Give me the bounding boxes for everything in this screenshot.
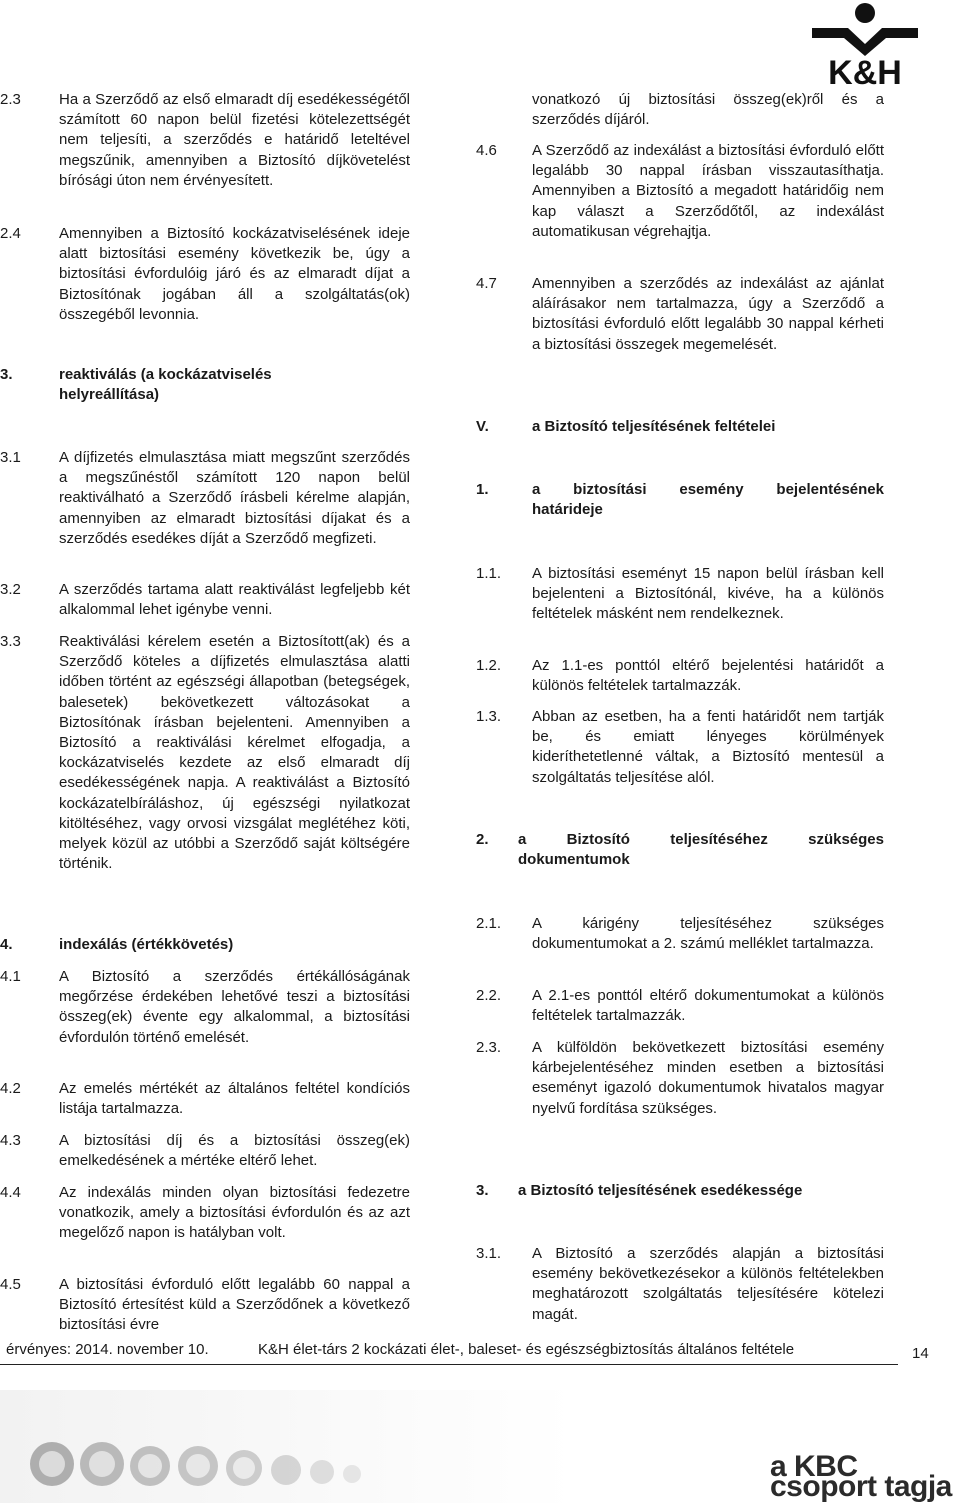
clause-number: 4.3 (0, 1132, 21, 1149)
clause-number: 2.2. (476, 987, 502, 1004)
clause-2-3 (476, 1038, 884, 1119)
section-title (59, 365, 410, 405)
document-title: K&H élet-társ 2 kockázati élet-, baleset- és egészségbiztosítás általános feltétele (258, 1341, 795, 1358)
clause-3-2 (0, 580, 410, 620)
chapter-title: a Biztosító teljesítésének feltételei (532, 418, 776, 435)
section-title: indexálás (értékkövetés) (59, 936, 234, 953)
clause-text: Abban az esetben, ha a fenti határidőt nem tartják be, és emiatt lényeges körülmények kideríthetetlenné váltak, a Biztosító mentesül a szolgáltatás teljesítése alól. (532, 708, 884, 786)
clause-number: 4.1 (0, 968, 21, 985)
clause-text: Az indexálás minden olyan biztosítási fedezetre vonatkozik, amely a biztosítási évfordulón és az azt megelőző napon is hatályban volt. (59, 1184, 410, 1242)
section-title-line: a Biztosító teljesítéséhez szükséges (518, 831, 884, 848)
section-number: 1. (476, 481, 489, 498)
clause-number: 2.3. (476, 1039, 502, 1056)
kh-logo (808, 2, 922, 86)
clause-number: 4.6 (476, 142, 497, 159)
section-title-line: helyreállítása) (59, 386, 160, 404)
page-footer (0, 1340, 960, 1370)
clause-number: 2.1. (476, 915, 502, 932)
clause-number: 1.1. (476, 565, 502, 582)
clause-number: 3.3 (0, 633, 21, 650)
clause-text: A szerződés tartama alatt reaktiválást legfeljebb két alkalommal lehet igénybe venni. (59, 581, 410, 619)
clause-number: 3.2 (0, 581, 21, 598)
clause-text: Az emelés mértékét az általános feltétel kondíciós listája tartalmazza. (59, 1080, 410, 1118)
clause-number: 2.3 (0, 91, 21, 108)
validity-date: érvényes: 2014. november 10. (6, 1341, 209, 1358)
clause-text: A kárigény teljesítéséhez szükséges dokumentumokat a 2. számú melléklet tartalmazza. (532, 915, 884, 953)
clause-text: Amennyiben a Biztosító kockázatviselésének ideje alatt biztosítási esemény következik be, úgy a biztosítási évfordulóig járó és az elmaradt díjat a Biztosítónak jogában áll a szolgáltatás(ok) összegéből levonnia. (59, 225, 410, 323)
clause-3-1 (0, 448, 410, 549)
section-number: 3. (0, 366, 13, 383)
clause-2-3 (0, 90, 410, 191)
clause-4-4 (0, 1183, 410, 1244)
section-title: a Biztosító teljesítésének esedékessége (518, 1182, 803, 1199)
section-number: 3. (476, 1182, 489, 1199)
clause-2-2 (476, 986, 884, 1026)
section-number: 4. (0, 936, 13, 953)
clause-text: Az 1.1-es ponttól eltérő bejelentési határidőt a különös feltételek tartalmazzák. (532, 657, 884, 695)
clause-number: 1.2. (476, 657, 502, 674)
section-title-line: a biztosítási esemény bejelentésének (532, 481, 884, 498)
clause-text: vonatkozó új biztosítási összeg(ek)ről és a szerződés díjáról. (532, 91, 884, 129)
clause-number: 4.2 (0, 1080, 21, 1097)
section-heading-3-right (476, 1181, 884, 1201)
section-heading-2 (476, 830, 884, 870)
section-heading-3 (0, 365, 410, 405)
clause-4-6 (476, 141, 884, 242)
clause-2-4 (0, 224, 410, 325)
clause-text: A biztosítási díj és a biztosítási összeg(ek) emelkedésének a mértéke eltérő lehet. (59, 1132, 410, 1170)
section-heading-1 (476, 480, 884, 520)
clause-1-1 (476, 564, 884, 625)
clause-number: 4.5 (0, 1276, 21, 1293)
section-heading-4 (0, 935, 410, 955)
section-title-line: reaktiválás (a kockázatviselés (59, 366, 272, 383)
footer-divider (0, 1364, 898, 1365)
section-number: 2. (476, 831, 489, 848)
section-title-line: dokumentumok (518, 851, 630, 869)
clause-4-5 (0, 1275, 410, 1336)
clause-1-3 (476, 707, 884, 788)
clause-text: A Szerződő az indexálást a biztosítási évforduló előtt legalább 30 nappal írásban visszautasíthatja. Amennyiben a Biztosító a megadott határidőig nem kap választ a Szerződőtől, az indexálást automatikusan végrehajtja. (532, 142, 884, 240)
clause-text: A Biztosító a szerződés alapján a biztosítási esemény bekövetkezésekor a különös feltételekben meghatározott szolgáltatás teljesítésére kötelezi magát. (532, 1245, 884, 1323)
clause-continuation (476, 90, 884, 130)
clause-text: A 2.1-es ponttól eltérő dokumentumokat a különös feltételek tartalmazzák. (532, 987, 884, 1025)
clause-number: 4.4 (0, 1184, 21, 1201)
clause-number: 3.1 (0, 449, 21, 466)
clause-text: Reaktiválási kérelem esetén a Biztosított(ak) és a Szerződő köteles a díjfizetés elmulasztása alatti időben történt az egészségi állapotban (betegségek, balesetek) bekövetkezett változásokat a Biztosítónak írásban bejelenteni. Amennyiben a Biztosító a reaktiválási kérelmet elfogadja, a kockázatviselés kezdete az első elmaradt díj esedékességének napja. A reaktiválást a Biztosító kockázatelbíráláshoz, új egészségi nyilatkozat kitöltéséhez, vagy orvosi vizsgálat meglétéhez köti, melyek közül az utóbbi a Szerződő saját költségére történik. (59, 633, 410, 873)
kbc-group-tagline: a KBC csoport tagja (770, 1450, 952, 1503)
clause-3-3 (0, 632, 410, 874)
clause-4-2 (0, 1079, 410, 1119)
clause-text: A Biztosító a szerződés értékállóságának megőrzése érdekében lehetővé teszi a biztosítási összeg(ek) évente egy alkalommal, a biztosítási évfordulón történő emelését. (59, 968, 410, 1046)
clause-4-7 (476, 274, 884, 355)
chapter-heading-v (476, 417, 884, 437)
clause-number: 4.7 (476, 275, 497, 292)
clause-text: A biztosítási eseményt 15 napon belül írásban kell bejelenteni a Biztosítónál, kivéve, ha a különös feltételek másként nem rendelkeznek. (532, 565, 884, 623)
clause-2-1 (476, 914, 884, 954)
logo-text: K&H (828, 54, 902, 86)
clause-text: A díjfizetés elmulasztása miatt megszűnt szerződés a megszűnéstől számított 120 napon belül reaktiválható a Szerződő írásbeli kérelme alapján, amennyiben az elmaradt biztosítási díjakat és a szerződés esedékes díját a Szerződő megfizeti. (59, 449, 410, 547)
clause-4-3 (0, 1131, 410, 1171)
page-number: 14 (912, 1345, 929, 1362)
clause-number: 3.1. (476, 1245, 502, 1262)
section-title-line: határideje (532, 501, 603, 519)
clause-number: 1.3. (476, 708, 502, 725)
chapter-number: V. (476, 418, 489, 435)
clause-text: A külföldön bekövetkezett biztosítási esemény kárbejelentéséhez minden esetben a biztosítási eseményt igazoló dokumentumok hivatalos magyar nyelvű fordítása szükséges. (532, 1039, 884, 1117)
clause-1-2 (476, 656, 884, 696)
clause-text: A biztosítási évforduló előtt legalább 60 nappal a Biztosító értesítést küld a Szerződőnek a következő biztosítási évre (59, 1276, 410, 1334)
clause-number: 2.4 (0, 225, 21, 242)
clause-3-1-right (476, 1244, 884, 1325)
clause-4-1 (0, 967, 410, 1048)
clause-text: Amennyiben a szerződés az indexálást az ajánlat aláírásakor nem tartalmazza, úgy a Szerződő a biztosítási évforduló előtt legalább 30 nappal kérheti a biztosítási összegek megemelését. (532, 275, 884, 353)
clause-text: Ha a Szerződő az első elmaradt díj esedékességétől számított 60 napon belül fizetési kötelezettségét nem teljesíti, a szerződés e határidő leteltével megszűnik, amennyiben a Biztosító díjkövetelést bírósági úton nem érvényesített. (59, 91, 410, 189)
